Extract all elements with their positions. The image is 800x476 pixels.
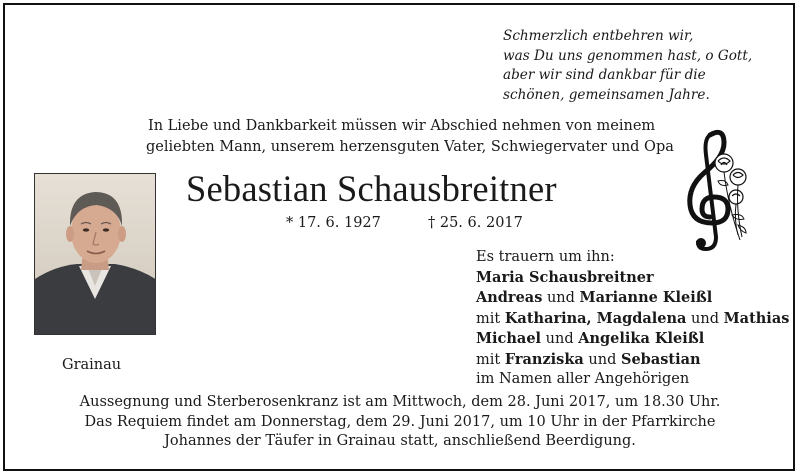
mourners-list bbox=[476, 248, 789, 390]
portrait-photo bbox=[34, 173, 156, 335]
mourner-line: Maria Schausbreitner bbox=[476, 268, 654, 286]
mourners-heading: Es trauern um ihn: bbox=[476, 249, 615, 265]
death-date: † 25. 6. 2017 bbox=[428, 215, 523, 231]
footer-line: Das Requiem findet am Donnerstag, dem 29. Juni 2017, um 10 Uhr in der Pfarrkirche bbox=[84, 413, 716, 430]
mourner-line: Michael und Angelika Kleißl bbox=[476, 330, 705, 347]
poem-line: was Du uns genommen hast, o Gott, bbox=[503, 47, 753, 64]
poem-line: aber wir sind dankbar für die bbox=[503, 67, 706, 83]
intro-line: geliebten Mann, unserem herzensguten Vater, Schwiegervater und Opa bbox=[146, 139, 674, 155]
intro-line: In Liebe und Dankbarkeit müssen wir Abschied nehmen von meinem bbox=[148, 118, 656, 134]
treble-clef-with-roses-icon bbox=[680, 125, 760, 259]
poem-line: schönen, gemeinsamen Jahre. bbox=[503, 86, 710, 103]
birth-date: * 17. 6. 1927 bbox=[286, 215, 381, 231]
place-name: Grainau bbox=[62, 357, 122, 373]
mourner-line: im Namen aller Angehörigen bbox=[476, 371, 690, 387]
deceased-name: Sebastian Schausbreitner bbox=[186, 168, 557, 209]
footer-line: Johannes der Täufer in Grainau statt, anschließend Beerdigung. bbox=[164, 433, 636, 449]
poem bbox=[503, 27, 783, 105]
poem-line: Schmerzlich entbehren wir, bbox=[503, 28, 694, 44]
footer-line: Aussegnung und Sterberosenkranz ist am Mittwoch, dem 28. Juni 2017, um 18.30 Uhr. bbox=[79, 394, 721, 410]
service-info bbox=[0, 393, 800, 452]
mourner-line: mit Katharina, Magdalena und Mathias bbox=[476, 309, 790, 327]
mourner-line: Andreas und Marianne Kleißl bbox=[476, 289, 713, 306]
mourner-line: mit Franziska und Sebastian bbox=[476, 350, 701, 368]
